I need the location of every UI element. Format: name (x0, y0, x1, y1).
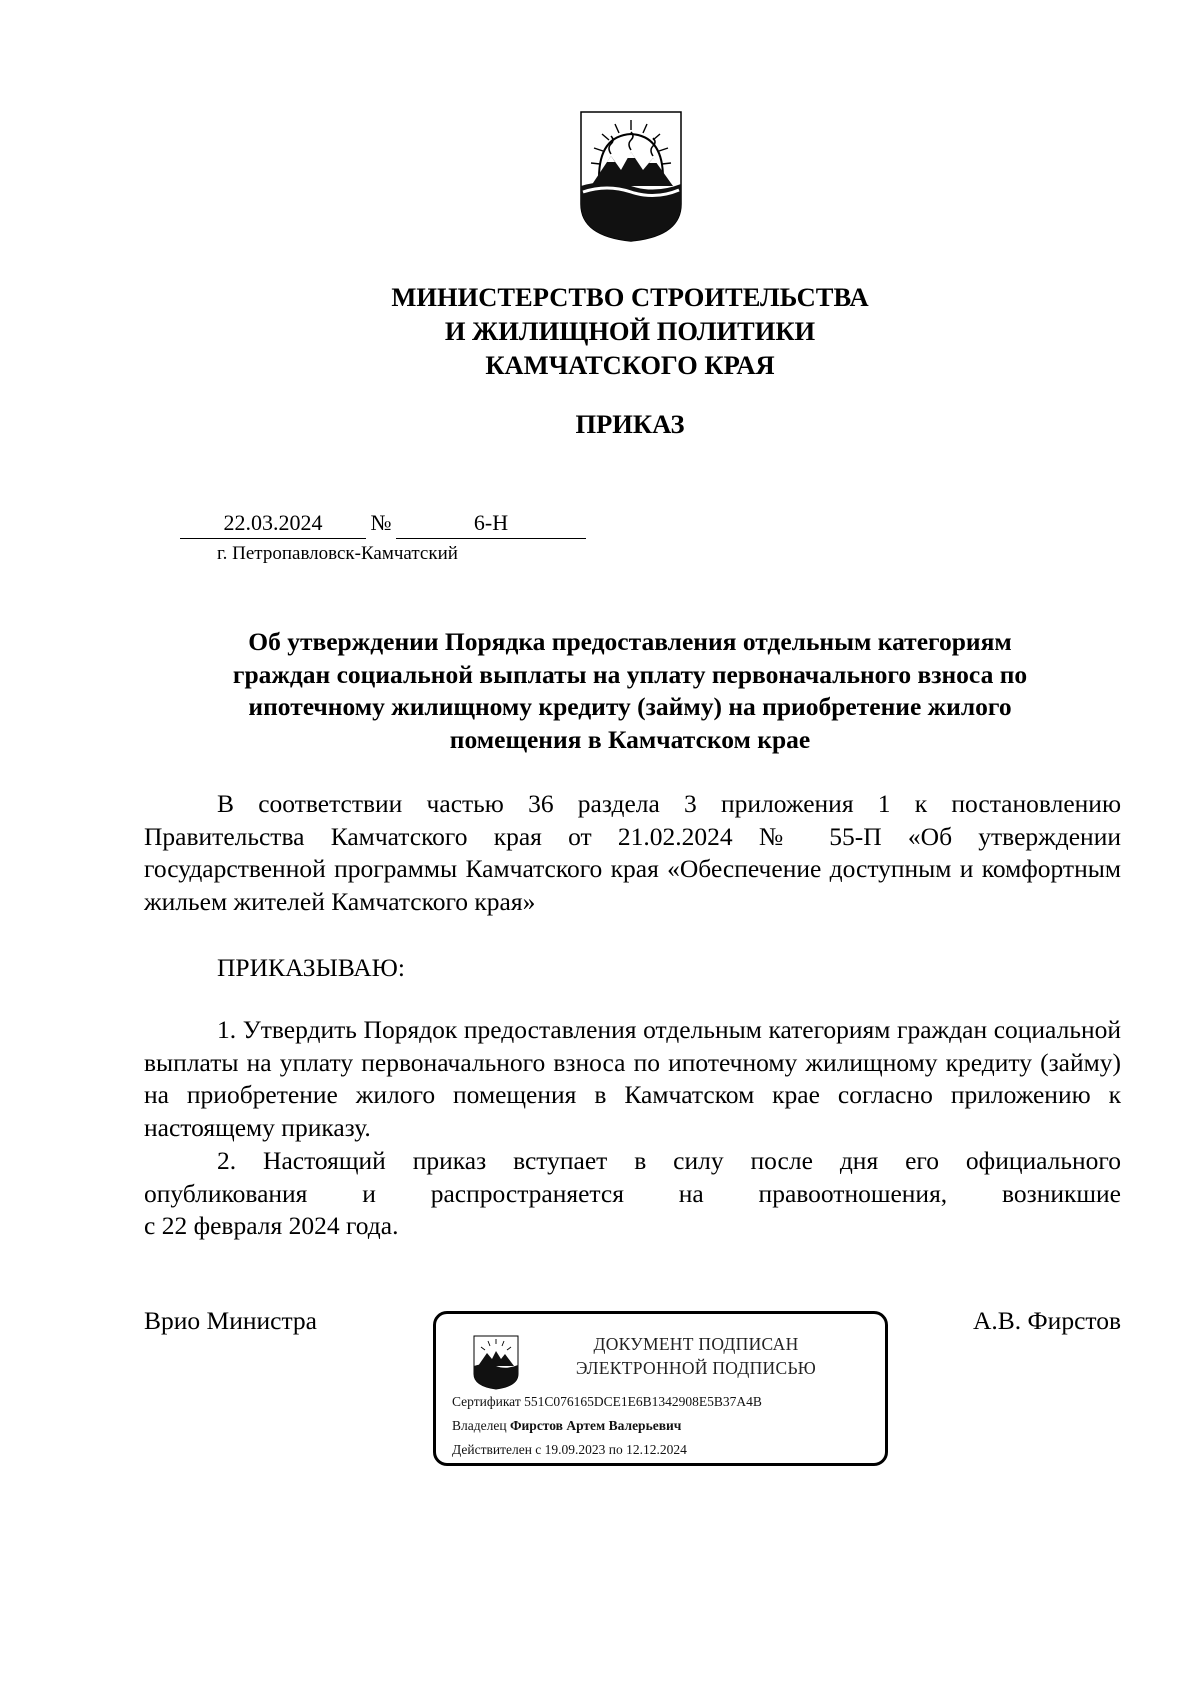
order-item-2-line-3: с 22 февраля 2024 года. (144, 1211, 399, 1240)
stamp-valid-label: Действителен с (452, 1442, 542, 1457)
preamble-paragraph: В соответствии частью 36 раздела 3 приложения 1 к постановлению Правительства Камчатского края от 21.02.2024 № 55-П «Об утверждении государственной программы Камчатского края «Обеспечение доступным и комфортным жильем жителей Камчатского края» (144, 789, 1121, 916)
subject-line-4: помещения в Камчатском крае (449, 724, 811, 754)
registration-date: 22.03.2024 (180, 510, 366, 539)
registration-number-label: № (370, 510, 392, 535)
registration-number: 6-Н (396, 510, 586, 539)
coat-of-arms-icon (577, 108, 685, 243)
document-type: ПРИКАЗ (575, 409, 685, 439)
stamp-emblem-icon (472, 1334, 520, 1390)
stamp-validity (452, 1442, 687, 1458)
order-item-1: 1. Утвердить Порядок предоставления отдельным категориям граждан социальной выплаты на уплату первоначального взноса по ипотечному жилищному кредиту (займу) на приобретение жилого помещения в Камчатском крае согласно приложению к настоящему приказу. (144, 1015, 1121, 1142)
subject-line-3: ипотечному жилищному кредиту (займу) на приобретение жилого (248, 692, 1012, 721)
order-item-2 (144, 1145, 1121, 1243)
stamp-owner (452, 1418, 681, 1434)
stamp-title-line-1: ДОКУМЕНТ ПОДПИСАН (593, 1334, 799, 1354)
org-line-3: КАМЧАТСКОГО КРАЯ (485, 350, 775, 380)
stamp-owner-label: Владелец (452, 1418, 507, 1433)
stamp-valid-to: 12.12.2024 (626, 1442, 687, 1457)
order-word: ПРИКАЗЫВАЮ: (217, 953, 405, 982)
stamp-title (546, 1332, 846, 1380)
stamp-valid-to-label: по (608, 1442, 623, 1457)
stamp-certificate (452, 1394, 762, 1410)
city: г. Петропавловск-Камчатский (217, 543, 458, 564)
electronic-signature-stamp (433, 1311, 888, 1466)
stamp-certificate-label: Сертификат (452, 1394, 521, 1409)
org-line-1: МИНИСТЕРСТВО СТРОИТЕЛЬСТВА (391, 282, 869, 312)
signer-name: А.В. Фирстов (972, 1306, 1121, 1335)
stamp-certificate-value: 551C076165DCE1E6B1342908E5B37A4B (524, 1394, 762, 1409)
stamp-valid-from: 19.09.2023 (544, 1442, 606, 1457)
org-line-2: И ЖИЛИЩНОЙ ПОЛИТИКИ (444, 316, 816, 346)
stamp-owner-value: Фирстов Артем Валерьевич (509, 1418, 682, 1433)
stamp-title-line-2: ЭЛЕКТРОННОЙ ПОДПИСЬЮ (575, 1358, 817, 1378)
order-item-2-line-1: 2. Настоящий приказ вступает в силу после дня его официального (217, 1146, 1121, 1175)
subject-line-1: Об утверждении Порядка предоставления отдельным категориям (248, 627, 1012, 656)
organization-name (0, 280, 1200, 382)
order-item-2-line-2: опубликования и распространяется на правоотношения, возникшие (144, 1178, 1121, 1208)
document-subject (0, 626, 1200, 756)
signer-position: Врио Министра (144, 1306, 317, 1335)
subject-line-2: граждан социальной выплаты на уплату первоначального взноса по (232, 659, 1028, 689)
